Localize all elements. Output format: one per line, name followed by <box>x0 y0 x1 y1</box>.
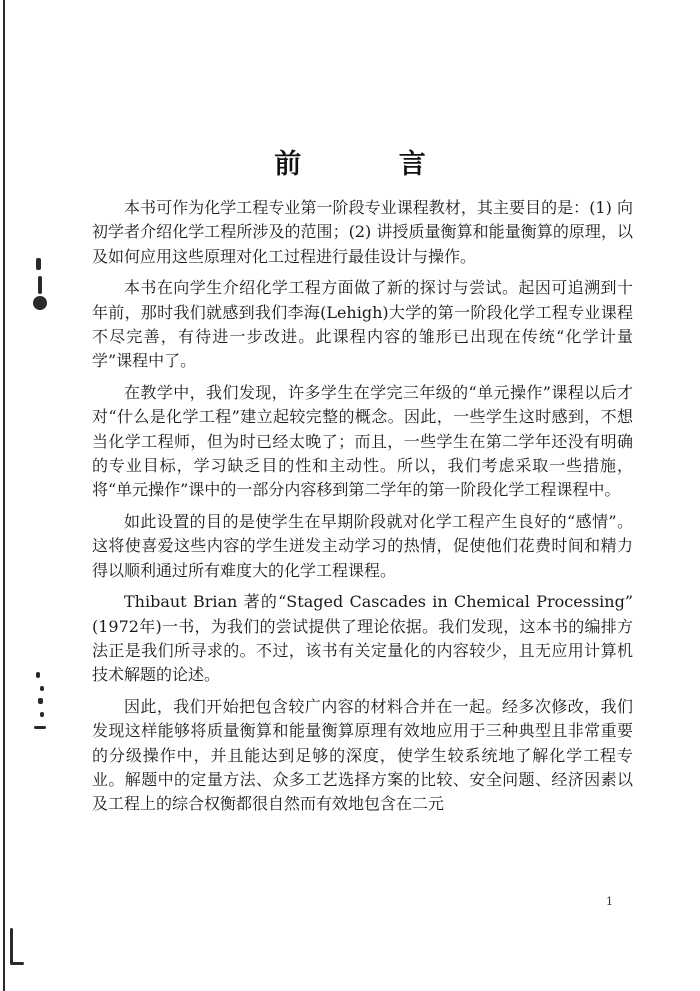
paragraph-2: 本书在向学生介绍化学工程方面做了新的探讨与尝试。起因可追溯到十年前，那时我们就感到我们李海(Lehigh)大学的第一阶段化学工程专业课程不尽完善，有待进一步改进。此课程内容的雏形已出现在传统“化学计量学”课程中了。 <box>92 278 633 371</box>
paragraph-3: 在教学中，我们发现，许多学生在学完三年级的“单元操作”课程以后才对“什么是化学工程”建立起较完整的概念。因此，一些学生这时感到，不想当化学工程师，但为时已经太晚了；而且，一些学生在第二学年还没有明确的专业目标，学习缺乏目的性和主动性。所以，我们考虑采取一些措施，将“单元操作”课中的一部分内容移到第二学年的第一阶段化学工程课程中。 <box>92 382 633 500</box>
scan-artifact-3 <box>33 296 47 310</box>
scan-artifact-1 <box>36 258 41 270</box>
scan-artifact-6 <box>38 698 43 704</box>
preface-body <box>92 196 633 824</box>
scan-artifact-7 <box>40 712 44 717</box>
scan-artifact-10 <box>10 962 24 965</box>
paragraph-5: Thibaut Brian 著的“Staged Cascades in Chemical Processing” (1972年)一书，为我们的尝试提供了理论依据。我们发现，这本书的编排方法正是我们所寻求的。不过，该书有关定量化的内容较少，且无应用计算机技术解题的论述。 <box>92 592 633 685</box>
scan-artifact-2 <box>38 276 42 294</box>
paragraph-4: 如此设置的目的是使学生在早期阶段就对化学工程产生良好的“感情”。这将使喜爱这些内容的学生迸发主动学习的热情，促使他们花费时间和精力得以顺利通过所有难度大的化学工程课程。 <box>92 511 633 580</box>
paragraph-1: 本书可作为化学工程专业第一阶段专业课程教材，其主要目的是：(1) 向初学者介绍化学工程所涉及的范围；(2) 讲授质量衡算和能量衡算的原理，以及如何应用这些原理对化工过程进行最佳设计与操作。 <box>92 198 633 266</box>
paragraph-6: 因此，我们开始把包含较广内容的材料合并在一起。经多次修改，我们发现这样能够将质量衡算和能量衡算原理有效地应用于三种典型且非常重要的分级操作中，并且能达到足够的深度，使学生较系统地了解化学工程专业。解题中的定量方法、众多工艺选择方案的比较、安全问题、经济因素以及工程上的综合权衡都很自然而有效地包含在二元 <box>92 696 633 814</box>
page-title: 前 言 <box>274 149 470 180</box>
page-number: 1 <box>606 895 613 908</box>
scan-artifact-5 <box>40 686 44 691</box>
scan-artifact-4 <box>36 672 40 678</box>
scan-artifact-9 <box>10 928 13 964</box>
scan-artifact-8 <box>34 726 46 729</box>
